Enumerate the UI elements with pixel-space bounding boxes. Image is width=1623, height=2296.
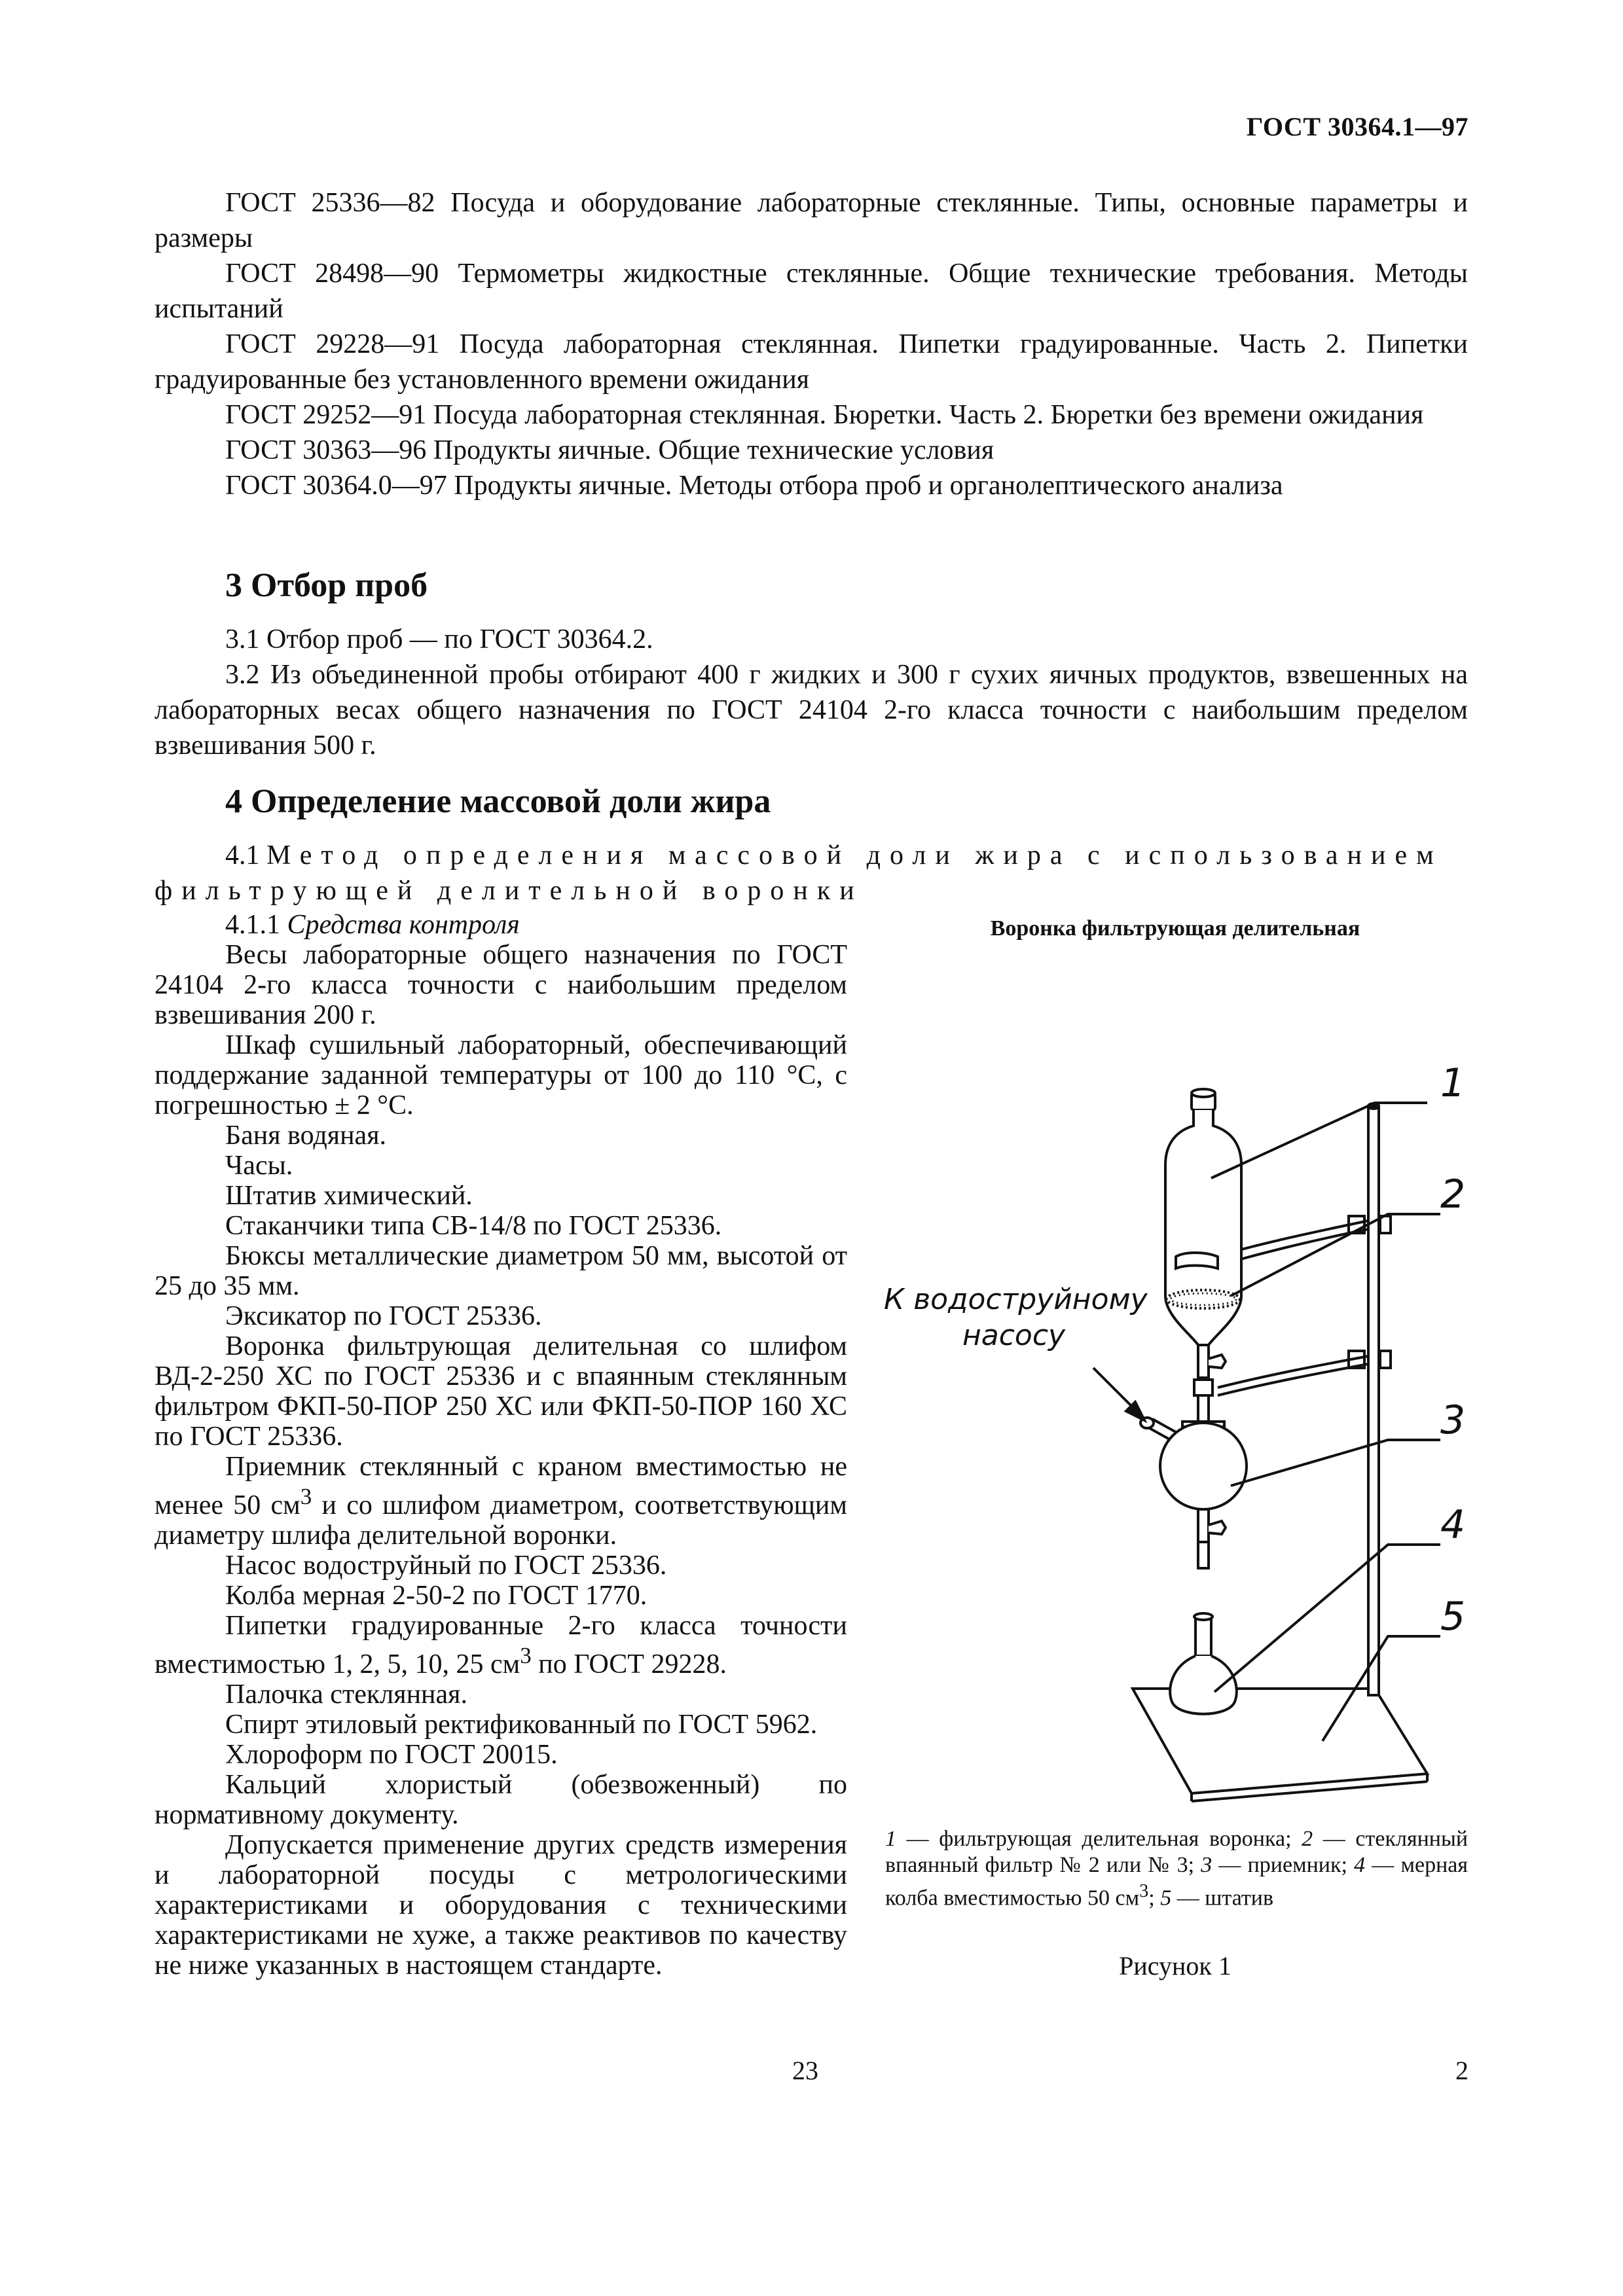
reference-list — [155, 185, 1468, 503]
method-title: Метод определения массовой доли жира с использованием фильтрующей делительной воронки — [155, 840, 1443, 906]
page-number-right: 2 — [1455, 2056, 1468, 2085]
lower-clamp — [1218, 1356, 1368, 1388]
section-3-title: 3 Отбор проб — [225, 567, 428, 604]
equipment-item: Приемник стеклянный с краном вместимостью не менее 50 $см^3$ и со шлифом диаметром, соответствующим диаметру шлифа делительной воронки. — [155, 1452, 847, 1551]
volumetric-flask — [1195, 1617, 1211, 1656]
equipment-item: Колба мерная 2-50-2 по ГОСТ 1770. — [225, 1581, 647, 1611]
equipment-item: Допускается применение других средств измерения и лабораторной посуды с метрологическими характеристиками и оборудования с техническими характеристиками не хуже, а также реактивов по качеству не ниже указанных в настоящем стандарте. — [155, 1830, 847, 1981]
equipment-item: Эксикатор по ГОСТ 25336. — [225, 1301, 542, 1331]
callout-1: 1 — [1440, 1060, 1466, 1106]
equipment-item: Штатив химический. — [225, 1181, 473, 1211]
equipment-item: Пипетки градуированные 2-го класса точности вместимостью 1, 2, 5, 10, 25 $см^3$ по ГОСТ 29228. — [155, 1611, 847, 1679]
equipment-item: Стаканчики типа СВ-14/8 по ГОСТ 25336. — [225, 1211, 722, 1241]
method-number: 4.1 — [225, 840, 260, 870]
equipment-item: Бюксы металлические диаметром 50 мм, высотой от 25 до 35 мм. — [155, 1241, 847, 1301]
stand-rod — [1368, 1106, 1379, 1695]
reference-item: ГОСТ 30364.0—97 Продукты яичные. Методы отбора проб и органолептического анализа — [225, 471, 1283, 501]
reference-item: ГОСТ 29228—91 Посуда лабораторная стеклянная. Пипетки градуированные. Часть 2. Пипетки градуированные без установленного времени ожидания — [155, 329, 1468, 395]
method-heading — [155, 838, 1468, 908]
equipment-item: Насос водоструйный по ГОСТ 25336. — [225, 1551, 667, 1581]
section-3-body — [155, 622, 1468, 763]
funnel-body — [1165, 1110, 1241, 1345]
callout-2: 2 — [1440, 1172, 1466, 1217]
equipment-item: Шкаф сушильный лабораторный, обеспечивающий поддержание заданной температуры от 100 до 110 °С, с погрешностью ± 2 °С. — [155, 1030, 847, 1121]
paragraph-3-2: 3.2 Из объединенной пробы отбирают 400 г жидких и 300 г сухих яичных продуктов, взвешенных на лабораторных весах общего назначения по ГОСТ 24104 2-го класса точности с наибольшим пределом взвешивания 500 г. — [155, 660, 1468, 761]
equipment-item: Воронка фильтрующая делительная со шлифом ВД-2-250 ХС по ГОСТ 25336 и с впаянным стеклянным фильтром ФКП-50-ПОР 250 ХС или ФКП-50-ПОР 160 ХС по ГОСТ 25336. — [155, 1331, 847, 1452]
pump-label-line2: насосу — [962, 1319, 1066, 1352]
subsection-number: 4.1.1 — [225, 910, 280, 940]
figure-caption: 1 — фильтрующая делительная воронка; 2 — стеклянный впаянный фильтр № 2 или № 3; 3 — приемник; 4 — мерная колба вместимостью 50 $см^3$; 5 — штатив — [885, 1827, 1468, 1910]
apparatus-diagram — [864, 969, 1493, 1813]
equipment-item: Часы. — [225, 1151, 293, 1181]
callout-5: 5 — [1440, 1594, 1466, 1640]
equipment-list — [155, 910, 847, 1981]
reference-item: ГОСТ 30363—96 Продукты яичные. Общие технические условия — [225, 435, 994, 465]
equipment-item: Весы лабораторные общего назначения по ГОСТ 24104 2-го класса точности с наибольшим пределом взвешивания 200 г. — [155, 940, 847, 1030]
reference-item: ГОСТ 25336—82 Посуда и оборудование лабораторные стеклянные. Типы, основные параметры и размеры — [155, 188, 1468, 253]
callout-3: 3 — [1440, 1397, 1466, 1443]
pump-label-line1: К водоструйному — [884, 1283, 1148, 1316]
reference-item: ГОСТ 29252—91 Посуда лабораторная стеклянная. Бюретки. Часть 2. Бюретки без времени ожидания — [225, 400, 1424, 430]
callout-4: 4 — [1440, 1502, 1466, 1548]
receiver-bulb — [1160, 1423, 1247, 1509]
equipment-item: Баня водяная. — [225, 1121, 387, 1151]
equipment-item: Кальций хлористый (обезвоженный) по нормативному документу. — [155, 1770, 847, 1830]
figure-number: Рисунок 1 — [1119, 1951, 1231, 1981]
glass-filter — [1167, 1290, 1240, 1308]
section-4-title: 4 Определение массовой доли жира — [225, 783, 771, 820]
reference-item: ГОСТ 28498—90 Термометры жидкостные стеклянные. Общие технические требования. Методы испытаний — [155, 259, 1468, 324]
figure-title: Воронка фильтрующая делительная — [990, 916, 1360, 941]
paragraph-3-1: 3.1 Отбор проб — по ГОСТ 30364.2. — [225, 624, 653, 655]
subsection-title: Средства контроля — [287, 910, 520, 940]
equipment-item: Спирт этиловый ректификованный по ГОСТ 5962. — [225, 1710, 818, 1740]
equipment-item: Палочка стеклянная. — [225, 1679, 467, 1710]
equipment-item: Хлороформ по ГОСТ 20015. — [225, 1740, 558, 1770]
doc-code: ГОСТ 30364.1—97 — [1246, 112, 1468, 141]
page-number-left: 23 — [792, 2056, 818, 2085]
